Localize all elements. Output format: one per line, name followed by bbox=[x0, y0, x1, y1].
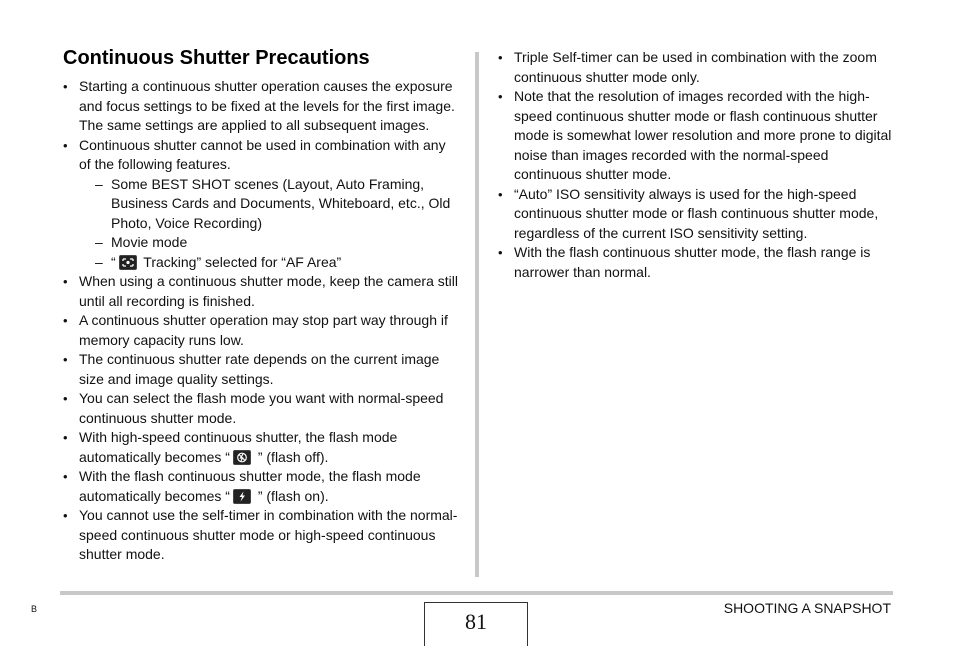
footer-rule bbox=[60, 591, 893, 595]
list-item: • Starting a continuous shutter operation causes the exposure and focus settings to be fixed at the levels for the first image. The same settings are applied to all subsequent images. bbox=[62, 77, 460, 136]
sub-list-item bbox=[79, 253, 460, 273]
flash-on-icon bbox=[233, 489, 251, 504]
list-item: • A continuous shutter operation may stop part way through if memory capacity runs low. bbox=[62, 311, 460, 350]
section-label: SHOOTING A SNAPSHOT bbox=[723, 600, 891, 616]
list-item bbox=[62, 428, 460, 467]
quote-mark: “ bbox=[111, 253, 116, 270]
sub-list-item-text: Tracking” selected for “AF Area” bbox=[139, 253, 342, 270]
left-column bbox=[62, 77, 460, 565]
list-item: • With the flash continuous shutter mode, the flash range is narrower than normal. bbox=[497, 243, 893, 282]
list-item: • When using a continuous shutter mode, keep the camera still until all recording is finished. bbox=[62, 272, 460, 311]
tracking-icon bbox=[119, 255, 137, 270]
corner-mark: B bbox=[31, 604, 38, 614]
page-title: Continuous Shutter Precautions bbox=[63, 47, 370, 69]
list-item: • “Auto” ISO sensitivity always is used for the high-speed continuous shutter mode or flash continuous shutter mode, regardless of the current ISO sensitivity setting. bbox=[497, 185, 893, 244]
list-item-text: With the flash continuous shutter mode, the flash mode automatically becomes “ bbox=[79, 468, 421, 504]
column-divider bbox=[475, 52, 479, 577]
list-item: • Triple Self-timer can be used in combination with the zoom continuous shutter mode only. bbox=[497, 48, 893, 87]
list-item: • You can select the flash mode you want with normal-speed continuous shutter mode. bbox=[62, 389, 460, 428]
right-column bbox=[497, 48, 893, 282]
list-item: • The continuous shutter rate depends on the current image size and image quality settings. bbox=[62, 350, 460, 389]
sub-list-item: – Movie mode bbox=[79, 233, 460, 253]
list-item bbox=[62, 136, 460, 273]
list-item bbox=[62, 467, 460, 506]
flash-off-icon bbox=[233, 450, 251, 465]
list-item: • You cannot use the self-timer in combination with the normal-speed continuous shutter mode or high-speed continuous shutter mode. bbox=[62, 506, 460, 565]
page-number-box bbox=[424, 602, 528, 646]
left-bullet-list bbox=[62, 77, 460, 565]
sub-list-item: – Some BEST SHOT scenes (Layout, Auto Framing, Business Cards and Documents, Whiteboard, etc., Old Photo, Voice Recording) bbox=[79, 175, 460, 234]
list-item: • Note that the resolution of images recorded with the high-speed continuous shutter mode or flash continuous shutter mode is somewhat lower resolution and more prone to digital noise than images recorded with the normal-speed continuous shutter mode. bbox=[497, 87, 893, 185]
list-item-text: ” (flash on). bbox=[253, 487, 329, 504]
sub-list bbox=[79, 175, 460, 273]
list-item-text: Continuous shutter cannot be used in combination with any of the following features. bbox=[79, 136, 446, 172]
list-item-text: With high-speed continuous shutter, the flash mode automatically becomes “ bbox=[79, 429, 398, 465]
page-number: 81 bbox=[465, 609, 487, 634]
right-bullet-list bbox=[497, 48, 893, 282]
list-item-text: ” (flash off). bbox=[253, 448, 329, 465]
